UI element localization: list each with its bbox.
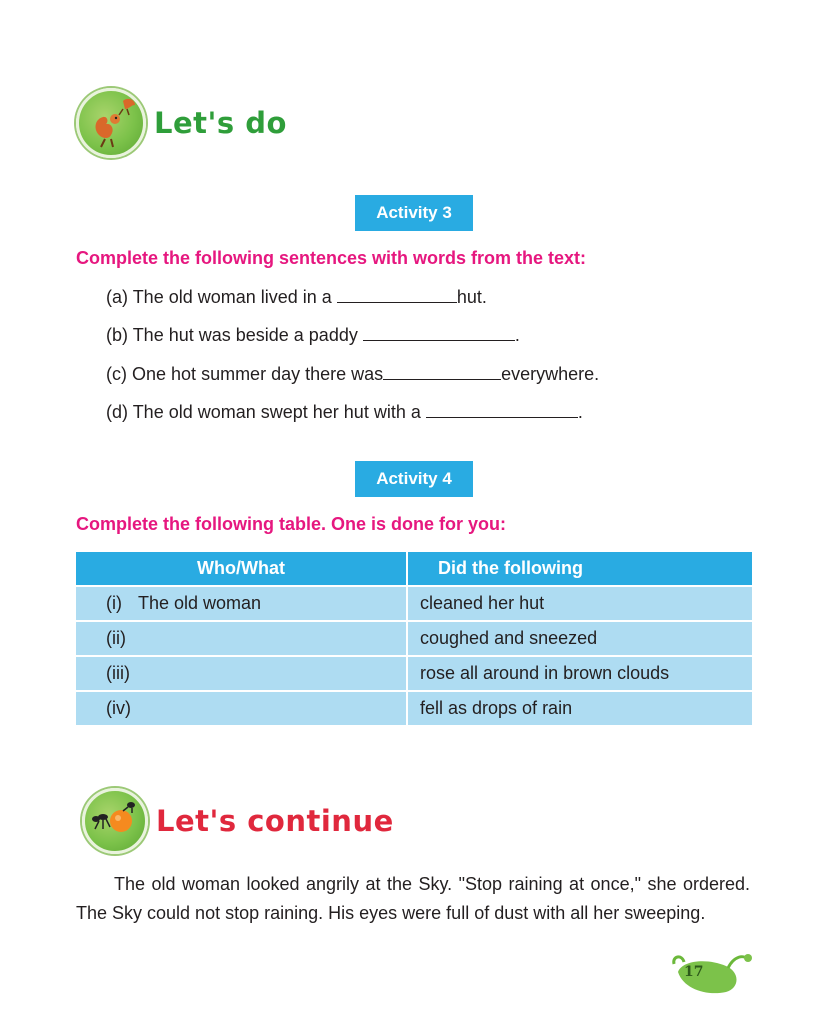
sentence-text-end: .	[514, 325, 520, 345]
story-paragraph: The old woman looked angrily at the Sky. "Stop raining at once," she ordered. The Sky could not stop raining. His eyes were full of dust with all her sweeping.	[76, 874, 750, 923]
sentence-text: One hot summer day there was	[132, 364, 384, 384]
table-cell-who[interactable]	[76, 692, 406, 725]
sentence-a	[106, 287, 487, 308]
lets-do-header	[76, 88, 287, 158]
lets-continue-header	[82, 788, 394, 854]
leaf-vine-icon	[668, 950, 754, 1000]
row-number: (ii)	[106, 628, 126, 648]
ant-orange-badge-icon	[82, 788, 148, 854]
activity-4-tab: Activity 4	[355, 461, 473, 497]
table-row	[76, 622, 752, 655]
answer-blank[interactable]	[426, 403, 578, 418]
page-number: 17	[684, 964, 704, 980]
activity-3-tab: Activity 3	[355, 195, 473, 231]
sentence-d	[106, 402, 583, 423]
sentence-text-end: .	[577, 402, 583, 422]
table-cell-did: cleaned her hut	[408, 587, 752, 620]
sentence-label: (c)	[106, 364, 127, 384]
table-header-row	[76, 552, 752, 585]
table-row	[76, 587, 752, 620]
sentence-text: The old woman lived in a	[132, 287, 332, 307]
section-title: Let's do	[154, 106, 287, 140]
answer-blank[interactable]	[337, 288, 457, 303]
activity-4-instruction: Complete the following table. One is done for you:	[76, 514, 507, 534]
sentence-label: (a)	[106, 287, 128, 307]
table-header-who: Who/What	[76, 552, 406, 585]
row-number: (iii)	[106, 663, 130, 683]
table-cell-did: fell as drops of rain	[408, 692, 752, 725]
sentence-text: The hut was beside a paddy	[132, 325, 358, 345]
sentence-b	[106, 325, 520, 346]
page-number-badge	[668, 950, 754, 1000]
sentence-text: The old woman swept her hut with a	[132, 402, 421, 422]
table-cell-who[interactable]	[76, 657, 406, 690]
sentence-label: (b)	[106, 325, 128, 345]
sentence-text-end: everywhere.	[501, 364, 600, 384]
table-cell-did: rose all around in brown clouds	[408, 657, 752, 690]
section-title: Let's continue	[156, 804, 394, 838]
table-row	[76, 657, 752, 690]
table-cell-who[interactable]	[76, 622, 406, 655]
activity-3-instruction: Complete the following sentences with words from the text:	[76, 248, 587, 268]
squirrel-badge-icon	[76, 88, 146, 158]
sentence-text-end: hut.	[456, 287, 487, 307]
answer-blank[interactable]	[383, 365, 501, 380]
who-value: The old woman	[138, 593, 262, 613]
sentence-c	[106, 364, 599, 385]
table-row	[76, 692, 752, 725]
row-number: (i)	[106, 593, 122, 613]
table-cell-who[interactable]	[76, 587, 406, 620]
table-header-did: Did the following	[408, 552, 752, 585]
sentence-label: (d)	[106, 402, 128, 422]
row-number: (iv)	[106, 698, 131, 718]
activity-4-table	[76, 552, 752, 727]
table-cell-did: coughed and sneezed	[408, 622, 752, 655]
answer-blank[interactable]	[363, 326, 515, 341]
